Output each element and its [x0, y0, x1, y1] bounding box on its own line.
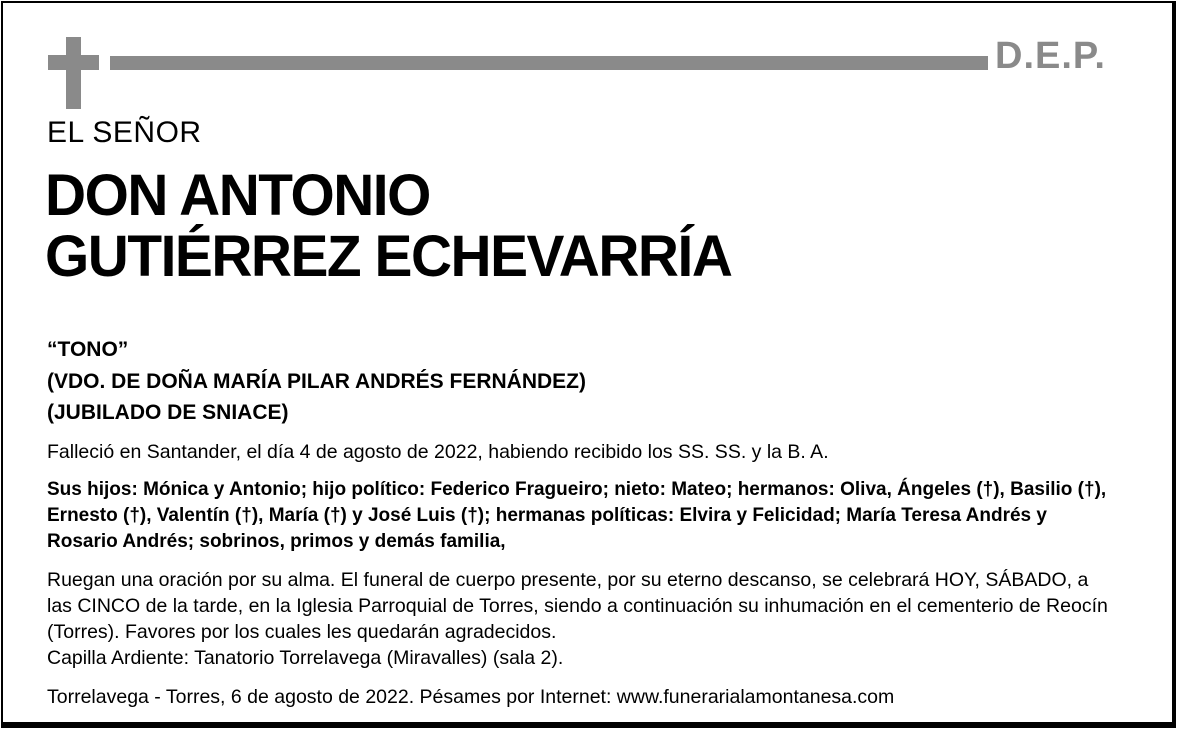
death-paragraph: Falleció en Santander, el día 4 de agosto de 2022, habiendo recibido los SS. SS. y la B. A. — [47, 441, 829, 463]
name-line-2: GUTIÉRREZ ECHEVARRÍA — [45, 224, 732, 289]
dep-label: D.E.P. — [995, 35, 1106, 77]
widower-line: (VDO. DE DOÑA MARÍA PILAR ANDRÉS FERNÁNDEZ) — [47, 370, 586, 393]
header-rule — [110, 56, 988, 70]
title-label: EL SEÑOR — [47, 116, 202, 149]
cross-horizontal-bar — [48, 55, 99, 70]
cross-vertical-bar — [66, 37, 81, 109]
nickname: “TONO” — [47, 338, 129, 361]
family-paragraph: Sus hijos: Mónica y Antonio; hijo político: Federico Fragueiro; nieto: Mateo; hermanos: Oliva, Ángeles (†), Basilio (†), Ernesto (†), Valentín (†), María (†) y José Luis (†); hermanas políticas: Elvira y Felicidad; María Teresa Andrés y Rosario Andrés; sobrinos, primos y demás familia, — [47, 479, 1107, 552]
name-line-1: DON ANTONIO — [45, 163, 430, 228]
footer-line: Torrelavega - Torres, 6 de agosto de 2022. Pésames por Internet: www.funerarialamontanesa.com — [47, 686, 895, 708]
retired-line: (JUBILADO DE SNIACE) — [47, 401, 289, 424]
chapel-line: Capilla Ardiente: Tanatorio Torrelavega (Miravalles) (sala 2). — [47, 647, 564, 669]
funeral-paragraph: Ruegan una oración por su alma. El funeral de cuerpo presente, por su eterno descanso, se celebrará HOY, SÁBADO, a las CINCO de la tarde, en la Iglesia Parroquial de Torres, siendo a continuación su inhumación en el cementerio de Reocín (Torres). Favores por los cuales les quedarán agradecidos. — [47, 569, 1108, 643]
deceased-name — [45, 165, 731, 287]
